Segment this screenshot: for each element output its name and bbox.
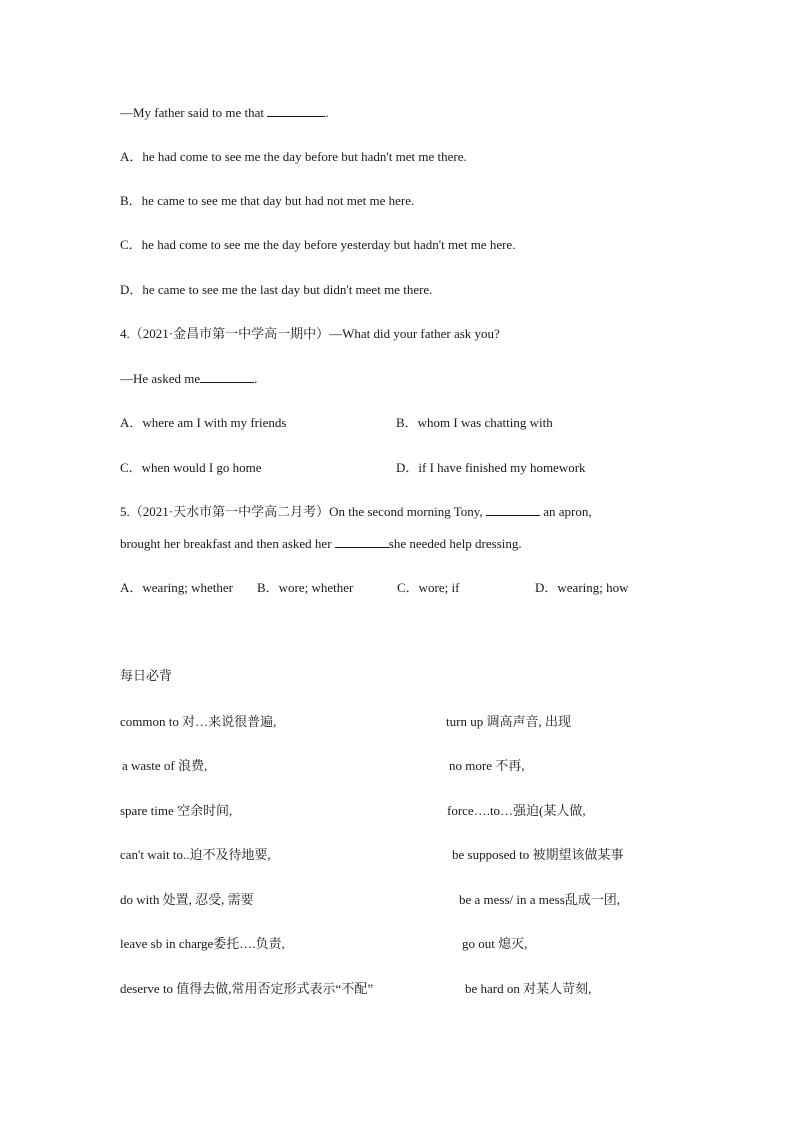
q3-stem-suffix: . [325,105,329,120]
vocab-right-7: be hard on 对某人苛刻, [465,981,592,996]
q3-option-a: A．he had come to see me the day before but hadn't met me there. [120,149,467,164]
q4-option-b: B．whom I was chatting with [396,415,553,430]
vocab-left-5: do with 处置, 忍受, 需要 [120,892,254,907]
q5-option-b: B．wore; whether [257,580,354,595]
q3-option-b: B．he came to see me that day but had not met me here. [120,193,415,208]
q5-stem-line2 [120,535,522,553]
q4-option-a: A．where am I with my friends [120,415,287,430]
q5-stem-part1: 5.（2021·天水市第一中学高二月考）On the second morning Tony, [120,504,483,519]
q5-stem-part2: an apron, [543,504,592,519]
q4-reply-prefix: —He asked me [120,371,201,386]
q5-option-d: D．wearing; how [535,580,629,595]
q5-stem-line2-prefix: brought her breakfast and then asked her [120,536,332,551]
q5-option-a: A．wearing; whether [120,580,233,595]
q4-option-c: C．when would I go home [120,460,262,475]
answer-blank [335,535,389,548]
vocab-left-7: deserve to 值得去做,常用否定形式表示“不配” [120,981,374,996]
vocab-right-1: turn up 调高声音, 出现 [446,714,571,729]
answer-blank [486,503,540,516]
q5-stem-line2-suffix: she needed help dressing. [388,536,522,551]
q3-option-d: D．he came to see me the last day but didn't meet me there. [120,282,433,297]
q4-reply-suffix: . [254,371,258,386]
daily-title: 每日必背 [120,669,173,684]
q4-stem: 4.（2021·金昌市第一中学高一期中）—What did your father ask you? [120,326,500,341]
q4-option-d: D．if I have finished my homework [396,460,586,475]
vocab-left-1: common to 对…来说很普遍, [120,714,277,729]
vocab-left-3: spare time 空余时间, [120,803,233,818]
q3-option-c: C．he had come to see me the day before yesterday but hadn't met me here. [120,237,516,252]
answer-blank [267,104,325,117]
q5-option-c: C．wore; if [397,580,460,595]
vocab-left-4: can't wait to..迫不及待地要, [120,847,271,862]
q4-reply [120,370,257,388]
q3-stem-prefix: —My father said to me that [120,105,265,120]
vocab-left-6: leave sb in charge委托….负责, [120,936,285,951]
q3-stem [120,104,329,122]
vocab-right-4: be supposed to 被期望该做某事 [452,847,624,862]
vocab-left-2: a waste of 浪费, [122,758,208,773]
vocab-right-6: go out 熄灭, [462,936,528,951]
answer-blank [200,370,254,383]
q5-stem [120,503,592,521]
vocab-right-3: force….to…强迫(某人做, [447,803,586,818]
vocab-right-5: be a mess/ in a mess乱成一团, [459,892,621,907]
vocab-right-2: no more 不再, [449,758,525,773]
